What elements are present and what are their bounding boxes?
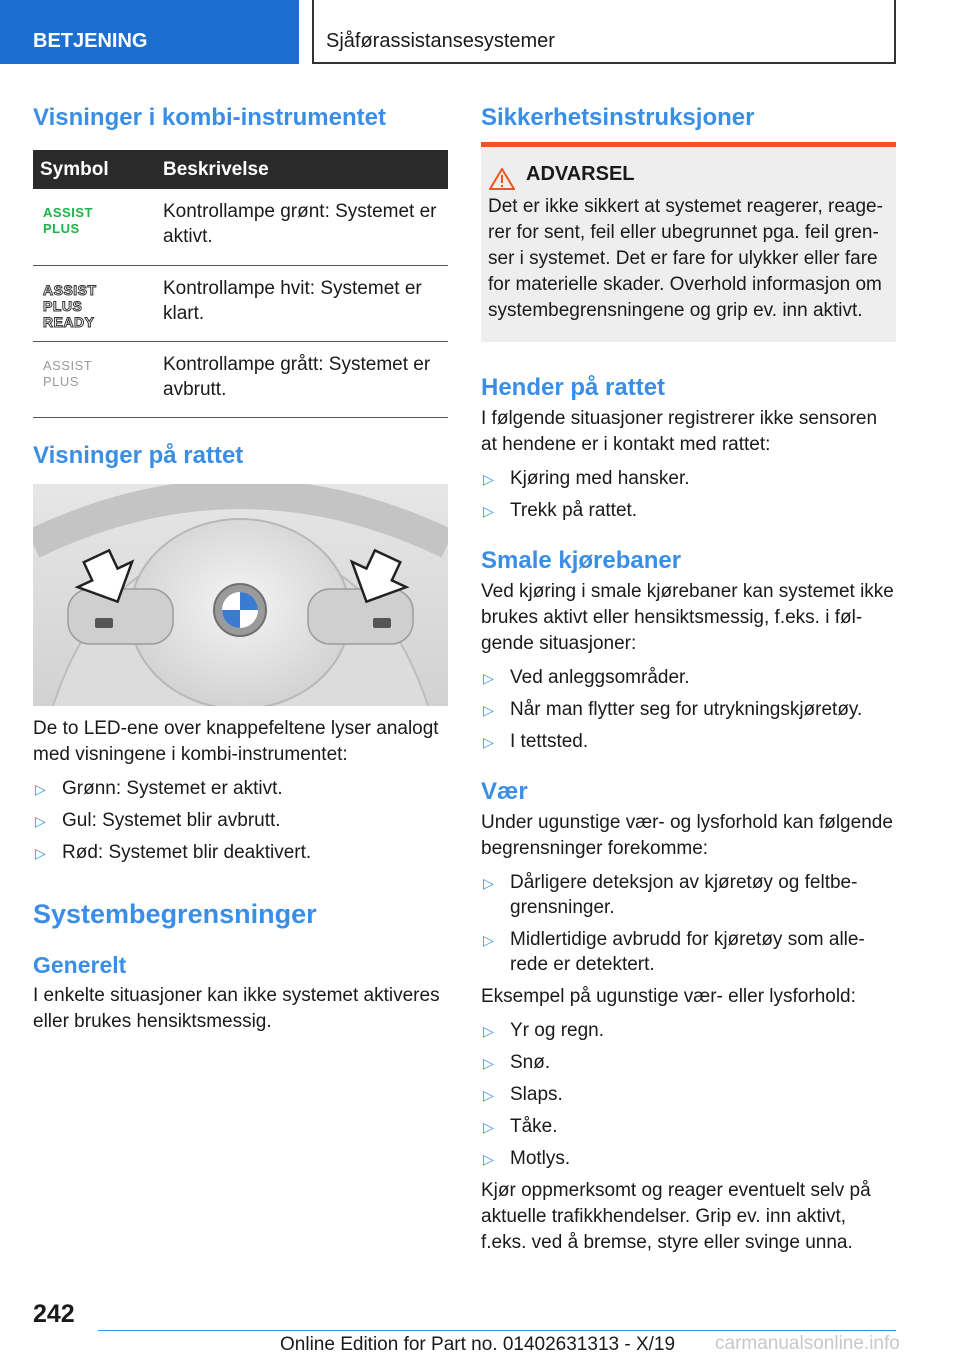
heading-hands: Hender på rattet: [481, 374, 666, 401]
left-column: [33, 104, 448, 132]
table-row: [33, 341, 448, 417]
heading-weather: Vær: [481, 778, 528, 805]
list-item: ▷ Gul: Systemet blir avbrutt.: [33, 808, 448, 833]
example-text: Eksempel på ugunstige vær- eller lysforhold:: [481, 986, 856, 1007]
lanes-list: [481, 665, 896, 754]
heading-systembegrensninger: Systembegrensninger: [33, 899, 317, 929]
symbol-table-wrap: [33, 150, 448, 418]
list-item: ▷ Ved anleggsområder.: [481, 665, 896, 690]
weather-text: Under ugunstige vær- og lysforhold kan følgende begrensninger forekomme:: [481, 812, 893, 859]
table-row: [33, 189, 448, 265]
watermark: carmanualsonline.info: [715, 1333, 900, 1354]
table-cell-desc: Kontrollampe grått: Systemet er avbrutt.: [163, 341, 448, 417]
footer-divider: [98, 1330, 896, 1331]
triangle-bullet-icon: ▷: [483, 1055, 494, 1071]
warning-box: [481, 142, 896, 342]
list-item: ▷ Midlertidige avbrudd for kjøretøy som alle-rede er detektert.: [483, 929, 865, 975]
wheel-description: De to LED-ene over knappefeltene lyser analogt med visningene i kombi-instrumentet:: [33, 718, 439, 765]
chapter-title: Sjåførassistansesystemer: [312, 0, 896, 64]
list-item: ▷ Snø.: [481, 1050, 896, 1075]
weather-section: [481, 778, 896, 1256]
list-item: ▷ Når man flytter seg for utrykningskjøretøy.: [481, 697, 896, 722]
triangle-bullet-icon: ▷: [35, 781, 46, 797]
closing-text: Kjør oppmerksomt og reager eventuelt selv på aktuelle trafikkhendelser. Grip ev. inn aktivt, f.eks. ved å bremse, styre eller svinge unna.: [481, 1180, 871, 1253]
list-item: ▷ Dårligere deteksjon av kjøretøy og feltbe-grensninger.: [483, 872, 858, 918]
table-cell-desc: Kontrollampe grønt: Systemet er aktivt.: [163, 189, 448, 265]
warning-text: Det er ikke sikkert at systemet reagerer, reage-rer for sent, feil eller ubegrunnet pga. feil gren-ser i systemet. Det er fare for ulykker eller fare for materielle skader. Overhold informasjon om systembegrensningene og grip ev. inn aktivt.: [488, 196, 883, 321]
list-item: ▷ I tettsted.: [481, 729, 896, 754]
right-column: [481, 104, 896, 132]
triangle-bullet-icon: ▷: [483, 471, 494, 487]
limits-section: [33, 899, 448, 1035]
assist-plus-ready-icon: ASSIST PLUS READY: [33, 265, 163, 341]
warning-title: ADVARSEL: [526, 163, 635, 185]
triangle-bullet-icon: ▷: [483, 932, 494, 948]
triangle-bullet-icon: ▷: [483, 734, 494, 750]
lanes-section: [481, 547, 896, 761]
heading-safety: Sikkerhetsinstruksjoner: [481, 104, 755, 131]
general-text: I enkelte situasjoner kan ikke systemet aktiveres eller brukes hensiktsmessig.: [33, 985, 440, 1032]
triangle-bullet-icon: ▷: [483, 1087, 494, 1103]
weather-list: [481, 870, 896, 977]
hands-section: [481, 374, 896, 530]
list-item: ▷ Grønn: Systemet er aktivt.: [33, 776, 448, 801]
list-item: ▷ Kjøring med hansker.: [481, 466, 896, 491]
wheel-heading-wrap: [33, 442, 448, 470]
steering-wheel-image: [33, 484, 448, 706]
led-list: [33, 776, 448, 865]
col-desc-header: Beskrivelse: [163, 150, 448, 189]
list-item: ▷ Tåke.: [481, 1114, 896, 1139]
triangle-bullet-icon: ▷: [483, 670, 494, 686]
list-item: ▷ Trekk på rattet.: [481, 498, 896, 523]
triangle-bullet-icon: ▷: [483, 1151, 494, 1167]
page-header: [0, 0, 960, 66]
heading-kombi: Visninger i kombi-instrumentet: [33, 104, 386, 131]
edition-text: Online Edition for Part no. 01402631313 - X/19: [280, 1334, 676, 1355]
lanes-text: Ved kjøring i smale kjørebaner kan systemet ikke brukes aktivt eller hensiktsmessig, f.eks. i føl-gende situasjoner:: [481, 581, 894, 654]
section-tab: BETJENING: [0, 0, 299, 64]
triangle-bullet-icon: ▷: [35, 813, 46, 829]
warning-triangle-icon: [489, 168, 515, 190]
triangle-bullet-icon: ▷: [483, 503, 494, 519]
triangle-bullet-icon: ▷: [35, 845, 46, 861]
heading-wheel: Visninger på rattet: [33, 442, 244, 469]
assist-plus-grey-icon: ASSIST PLUS: [33, 341, 163, 417]
assist-plus-green-icon: ASSIST PLUS: [33, 189, 163, 265]
triangle-bullet-icon: ▷: [483, 1023, 494, 1039]
list-item: ▷ Yr og regn.: [481, 1018, 896, 1043]
col-symbol-header: Symbol: [33, 150, 163, 189]
heading-generelt: Generelt: [33, 952, 127, 978]
list-item: ▷ Motlys.: [481, 1146, 896, 1171]
warning-box-wrap: [481, 142, 896, 342]
page-number: 242: [33, 1300, 75, 1328]
triangle-bullet-icon: ▷: [483, 702, 494, 718]
wheel-text-block: [33, 716, 448, 872]
heading-lanes: Smale kjørebaner: [481, 547, 682, 574]
list-item: ▷ Slaps.: [481, 1082, 896, 1107]
symbol-table: [33, 150, 448, 418]
table-cell-desc: Kontrollampe hvit: Systemet er klart.: [163, 265, 448, 341]
steering-wheel-icon: [33, 484, 448, 706]
table-row: [33, 265, 448, 341]
example-list: [481, 1018, 896, 1171]
triangle-bullet-icon: ▷: [483, 1119, 494, 1135]
list-item: ▷ Rød: Systemet blir deaktivert.: [33, 840, 448, 865]
hands-list: [481, 466, 896, 523]
triangle-bullet-icon: ▷: [483, 875, 494, 891]
hands-text: I følgende situasjoner registrerer ikke sensoren at hendene er i kontakt med rattet:: [481, 408, 878, 455]
